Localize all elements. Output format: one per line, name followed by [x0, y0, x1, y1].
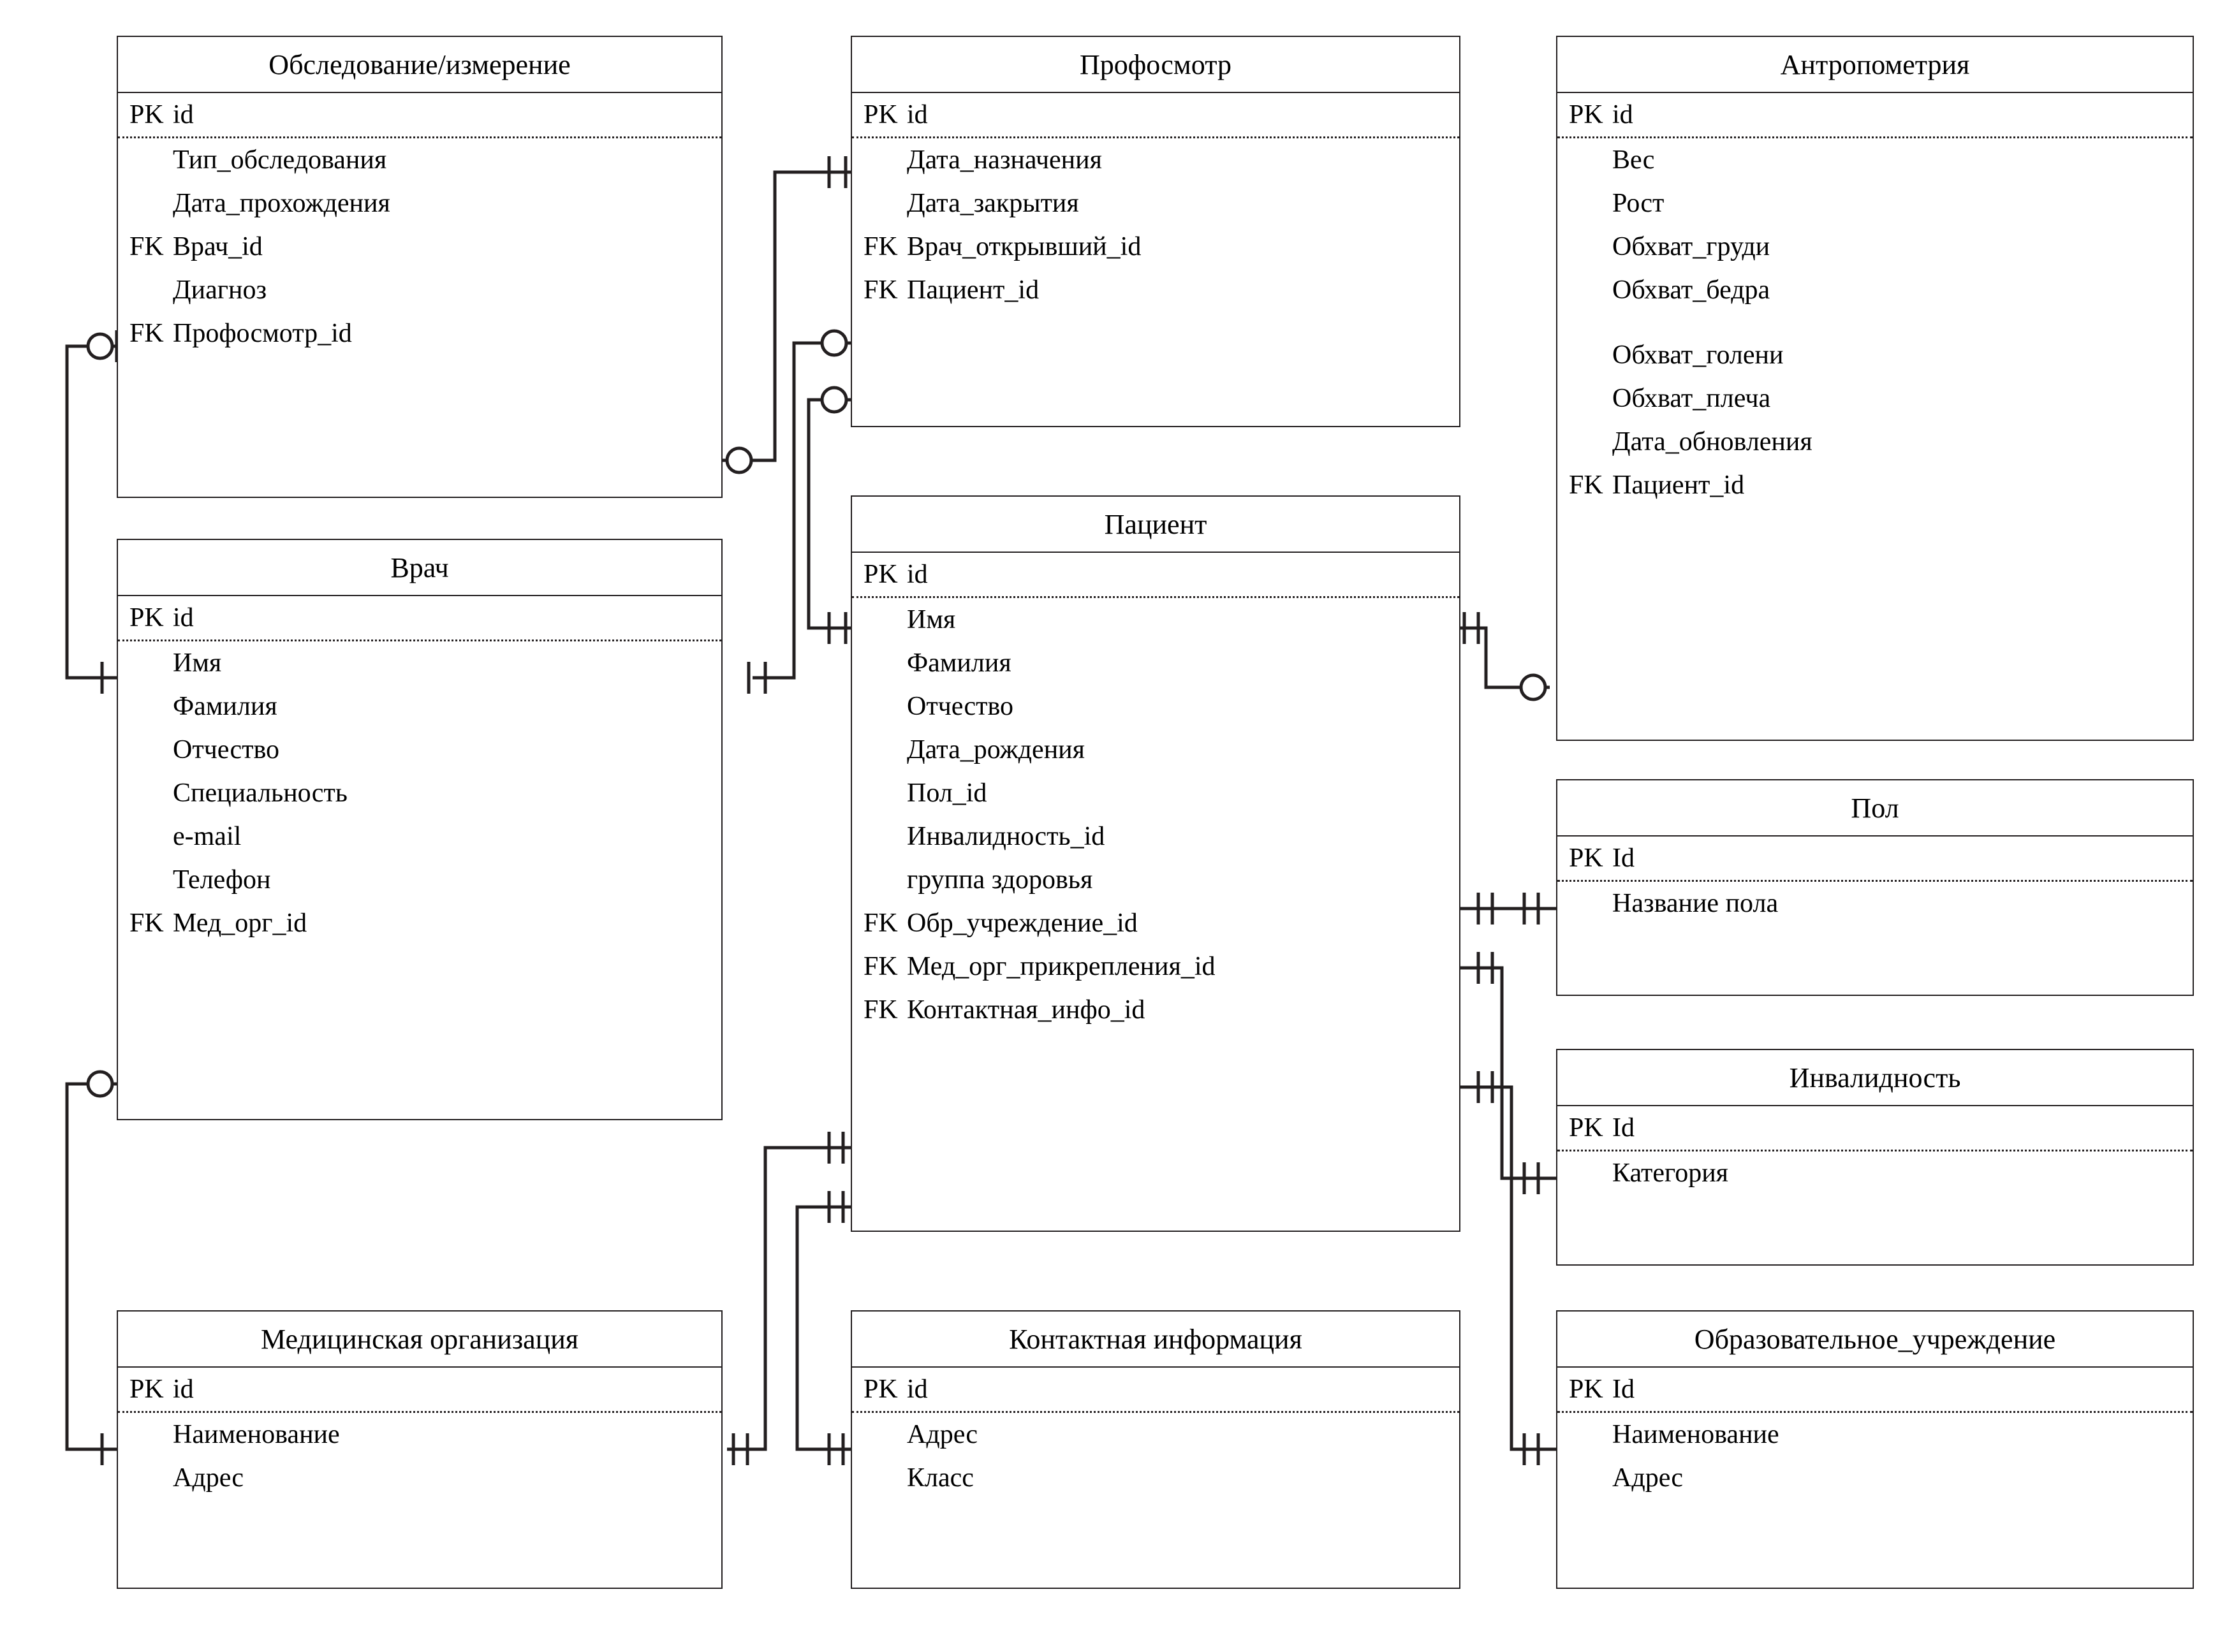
- entity-attributes: [852, 93, 1459, 312]
- rel-obsledovanie-vrach: [67, 346, 117, 678]
- entity-attributes: [118, 1368, 721, 1500]
- attribute-name: Категория: [1612, 1159, 1728, 1188]
- entity-title: Пациент: [852, 497, 1459, 553]
- attribute-key: PK: [864, 1375, 898, 1404]
- attribute-row: [852, 641, 1459, 685]
- attribute-row: [852, 225, 1459, 268]
- attribute-row: [852, 138, 1459, 182]
- attribute-name: Id: [1612, 1375, 1635, 1404]
- attribute-key: FK: [1569, 471, 1603, 500]
- entity-attributes: [118, 596, 721, 945]
- attribute-name: Специальность: [173, 778, 348, 808]
- attribute-row: [118, 1368, 721, 1413]
- attribute-row: [1557, 882, 2193, 925]
- attribute-row: [118, 268, 721, 312]
- attribute-row: [118, 312, 721, 355]
- attribute-key: FK: [864, 232, 898, 261]
- attribute-row: [118, 902, 721, 945]
- attribute-name: id: [907, 100, 928, 129]
- attribute-key: PK: [1569, 1113, 1603, 1143]
- entity-attributes: [852, 1368, 1459, 1500]
- attribute-name: id: [907, 1375, 928, 1404]
- attribute-name: Мед_орг_прикрепления_id: [907, 952, 1216, 981]
- attribute-row: [118, 1456, 721, 1500]
- attribute-row: [852, 1413, 1459, 1456]
- attribute-row: [118, 685, 721, 728]
- entity-title: Контактная информация: [852, 1312, 1459, 1368]
- entity-title: Врач: [118, 540, 721, 596]
- rel-patsient-antropometriya: [1460, 628, 1550, 687]
- attribute-row: [852, 902, 1459, 945]
- attribute-row: [118, 641, 721, 685]
- entity-attributes: [1557, 837, 2193, 925]
- attribute-name: Отчество: [907, 692, 1014, 721]
- attribute-row: [852, 553, 1459, 598]
- entity-title: Антропометрия: [1557, 37, 2193, 93]
- attribute-key: PK: [864, 560, 898, 589]
- attribute-row: [1557, 138, 2193, 182]
- attribute-row: [852, 268, 1459, 312]
- entity-attributes: [1557, 93, 2193, 507]
- entity-title: Пол: [1557, 780, 2193, 837]
- attribute-row: [1557, 837, 2193, 882]
- attribute-name: Диагноз: [173, 275, 267, 305]
- attribute-name: Телефон: [173, 865, 271, 895]
- attribute-name: Имя: [907, 605, 956, 634]
- entity-obsledovanie-izmerenie[interactable]: [117, 36, 723, 498]
- entity-patsient[interactable]: [851, 495, 1460, 1232]
- attribute-row: [1557, 1413, 2193, 1456]
- entity-kontaktnaya-informatsiya[interactable]: [851, 1310, 1460, 1589]
- entity-title: Обследование/измерение: [118, 37, 721, 93]
- attribute-row: [118, 1413, 721, 1456]
- attribute-row: [1557, 377, 2193, 420]
- attribute-row-spacer: [1557, 312, 2193, 333]
- entity-vrach[interactable]: [117, 539, 723, 1120]
- attribute-name: id: [173, 603, 194, 632]
- entity-title: Инвалидность: [1557, 1050, 2193, 1106]
- attribute-name: Id: [1612, 844, 1635, 873]
- entity-profosmotr[interactable]: [851, 36, 1460, 427]
- attribute-name: id: [173, 100, 194, 129]
- attribute-name: Контактная_инфо_id: [907, 995, 1145, 1025]
- attribute-name: Дата_прохождения: [173, 189, 390, 218]
- attribute-name: Мед_орг_id: [173, 909, 307, 938]
- attribute-row: [118, 728, 721, 771]
- attribute-row: [852, 771, 1459, 815]
- entity-title: Медицинская организация: [118, 1312, 721, 1368]
- attribute-key: FK: [129, 909, 164, 938]
- entity-attributes: [118, 93, 721, 355]
- attribute-name: Имя: [173, 648, 222, 678]
- attribute-name: Название пола: [1612, 889, 1779, 918]
- attribute-name: Обхват_груди: [1612, 232, 1770, 261]
- attribute-row: [118, 596, 721, 641]
- attribute-key: PK: [129, 100, 164, 129]
- attribute-name: e-mail: [173, 822, 242, 851]
- attribute-row: [1557, 420, 2193, 464]
- attribute-row: [1557, 182, 2193, 225]
- attribute-key: PK: [1569, 1375, 1603, 1404]
- attribute-name: Фамилия: [907, 648, 1011, 678]
- entity-attributes: [852, 553, 1459, 1032]
- rel-vrach-med-org: [67, 1084, 117, 1449]
- rel-profosmotr-vrach: [753, 343, 851, 678]
- attribute-name: Врач_id: [173, 232, 263, 261]
- attribute-row: [118, 138, 721, 182]
- entity-obrazovatelnoe-uchrezhdenie[interactable]: [1556, 1310, 2194, 1589]
- attribute-name: Фамилия: [173, 692, 277, 721]
- attribute-row: [852, 728, 1459, 771]
- attribute-row: [852, 815, 1459, 858]
- attribute-row: [852, 945, 1459, 988]
- attribute-row: [1557, 1368, 2193, 1413]
- attribute-name: группа здоровья: [907, 865, 1093, 895]
- attribute-row: [118, 182, 721, 225]
- attribute-row: [1557, 1151, 2193, 1195]
- attribute-name: Пациент_id: [1612, 471, 1745, 500]
- attribute-row: [118, 771, 721, 815]
- attribute-name: Адрес: [1612, 1463, 1684, 1493]
- rel-obsledovanie-profosmotr: [723, 172, 851, 460]
- attribute-row: [852, 685, 1459, 728]
- attribute-name: Вес: [1612, 145, 1655, 175]
- attribute-name: Врач_открывший_id: [907, 232, 1142, 261]
- attribute-name: Класс: [907, 1463, 974, 1493]
- attribute-name: Адрес: [907, 1420, 978, 1449]
- attribute-key: PK: [1569, 844, 1603, 873]
- attribute-key: PK: [1569, 100, 1603, 129]
- entity-pol[interactable]: [1556, 779, 2194, 996]
- attribute-name: Профосмотр_id: [173, 319, 352, 348]
- attribute-key: FK: [864, 909, 898, 938]
- attribute-row: [1557, 1106, 2193, 1151]
- attribute-key: FK: [864, 995, 898, 1025]
- attribute-name: Дата_обновления: [1612, 427, 1812, 457]
- attribute-name: Пол_id: [907, 778, 987, 808]
- attribute-name: Рост: [1612, 189, 1665, 218]
- rel-patsient-med-org: [727, 1148, 851, 1449]
- entity-attributes: [1557, 1368, 2193, 1500]
- attribute-name: Id: [1612, 1113, 1635, 1143]
- attribute-name: Наименование: [173, 1420, 340, 1449]
- entity-meditsinskaya-organizatsiya[interactable]: [117, 1310, 723, 1589]
- attribute-row: [1557, 464, 2193, 507]
- attribute-row: [852, 93, 1459, 138]
- attribute-row: [1557, 333, 2193, 377]
- attribute-name: Наименование: [1612, 1420, 1779, 1449]
- attribute-row: [118, 225, 721, 268]
- rel-patsient-invalidnost: [1460, 968, 1556, 1178]
- attribute-name: Дата_закрытия: [907, 189, 1079, 218]
- attribute-name: Дата_назначения: [907, 145, 1102, 175]
- attribute-row: [852, 1368, 1459, 1413]
- attribute-key: PK: [129, 603, 164, 632]
- attribute-name: Дата_рождения: [907, 735, 1085, 764]
- attribute-name: Обр_учреждение_id: [907, 909, 1138, 938]
- attribute-row: [1557, 225, 2193, 268]
- attribute-row: [852, 182, 1459, 225]
- attribute-name: Отчество: [173, 735, 280, 764]
- entity-title: Образовательное_учреждение: [1557, 1312, 2193, 1368]
- attribute-name: id: [173, 1375, 194, 1404]
- attribute-row: [852, 988, 1459, 1032]
- entity-invalidnost[interactable]: [1556, 1049, 2194, 1266]
- attribute-row: [852, 1456, 1459, 1500]
- attribute-row: [852, 858, 1459, 902]
- rel-patsient-obr-uchrezhdenie: [1460, 1087, 1556, 1449]
- attribute-name: Тип_обследования: [173, 145, 387, 175]
- attribute-key: PK: [129, 1375, 164, 1404]
- attribute-key: PK: [864, 100, 898, 129]
- rel-profosmotr-patsient: [809, 400, 851, 628]
- attribute-row: [118, 93, 721, 138]
- rel-patsient-kontakt: [797, 1207, 851, 1449]
- entity-attributes: [1557, 1106, 2193, 1195]
- attribute-key: FK: [129, 232, 164, 261]
- entity-title: Профосмотр: [852, 37, 1459, 93]
- attribute-key: FK: [864, 952, 898, 981]
- attribute-row: [1557, 268, 2193, 312]
- attribute-row: [852, 598, 1459, 641]
- attribute-row: [118, 858, 721, 902]
- attribute-row: [118, 815, 721, 858]
- attribute-name: id: [1612, 100, 1633, 129]
- attribute-row: [1557, 93, 2193, 138]
- attribute-name: Пациент_id: [907, 275, 1040, 305]
- attribute-key: FK: [864, 275, 898, 305]
- attribute-name: Обхват_плеча: [1612, 384, 1771, 413]
- attribute-key: FK: [129, 319, 164, 348]
- attribute-name: Обхват_бедра: [1612, 275, 1770, 305]
- entity-antropometriya[interactable]: [1556, 36, 2194, 741]
- attribute-name: Инвалидность_id: [907, 822, 1105, 851]
- attribute-name: Адрес: [173, 1463, 244, 1493]
- attribute-row: [1557, 1456, 2193, 1500]
- attribute-name: Обхват_голени: [1612, 340, 1784, 370]
- attribute-name: id: [907, 560, 928, 589]
